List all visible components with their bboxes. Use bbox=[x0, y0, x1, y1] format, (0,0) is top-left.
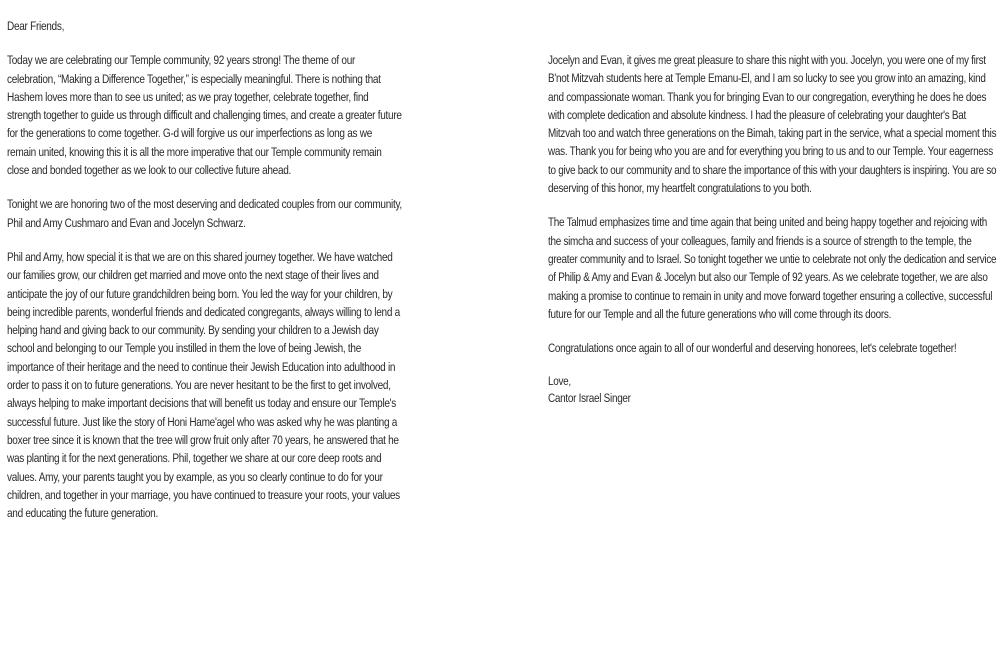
text-line: B'not Mitzvah students here at Temple Emanu-El, and I am so lucky to see you grow into an amazing, kind bbox=[548, 71, 986, 86]
text-line: and educating the future generation. bbox=[7, 506, 158, 521]
text-line: close and bonded together as we look to our collective future ahead. bbox=[7, 163, 292, 178]
text-line: making a promise to continue to remain in unity and move forward together ensuring a collective, successful bbox=[548, 288, 993, 303]
text-line: was planting it for the next generations. Phil, together we share at our core deep roots and bbox=[7, 451, 382, 466]
text-line: school and belonging to our Temple you instilled in them the love of being Jewish, the bbox=[7, 341, 362, 356]
text-line: Tonight we are honoring two of the most deserving and dedicated couples from our community, bbox=[7, 197, 402, 212]
text-line: future for our Temple and all the future generations who will come through its doors. bbox=[548, 306, 892, 321]
text-line: values. Amy, your parents taught you by example, as you so clearly continue to do for your bbox=[7, 469, 383, 484]
text-line: our families grow, our children get married and move onto the next stage of their lives and bbox=[7, 268, 379, 283]
closing-block bbox=[548, 373, 907, 407]
paragraph-honorees bbox=[7, 195, 402, 232]
text-line: of Philip & Amy and Evan & Jocelyn but also our Temple of 92 years. As we celebrate together, we are also bbox=[548, 270, 988, 285]
text-line: and compassionate woman. Thank you for bringing Evan to our congregation, everything he does he does bbox=[548, 89, 987, 104]
paragraph-talmud bbox=[548, 213, 997, 323]
text-line: celebration, “Making a Difference Together,” is especially meaningful. There is nothing that bbox=[7, 71, 381, 86]
text-line: to give back to our community and to share the importance of this with your daughters is inspiring. You are so bbox=[548, 162, 997, 177]
text-line: strength together to guide us through difficult and challenging times, and create a greater future bbox=[7, 108, 402, 123]
text-line: deserving of this honor, my heartfelt congratulations to you both. bbox=[548, 181, 812, 196]
text-line: greater community and to Israel. So tonight together we untie to celebrate not only the dedication and service bbox=[548, 251, 997, 266]
text-line: always helping to make important decisions that will benefit us today and ensure our Temple's bbox=[7, 396, 397, 411]
text-line: children, and together in your marriage, you have continued to treasure your roots, your values bbox=[7, 487, 400, 502]
text-line: Congratulations once again to all of our wonderful and deserving honorees, let's celebrate together! bbox=[548, 341, 957, 356]
text-line: was. Thank you for being who you are and for everything you bring to us and to our Temple. Your eagerness bbox=[548, 144, 993, 159]
paragraph-jocelyn-evan bbox=[548, 51, 997, 197]
text-line: the simcha and success of your colleagues, family and friends is a source of strength to the temple, the bbox=[548, 233, 972, 248]
letter-left-column bbox=[7, 17, 402, 538]
text-line: successful future. Just like the story of Honi Hame'agel who was asked why he was planting a bbox=[7, 414, 398, 429]
paragraph-intro bbox=[7, 51, 402, 179]
text-line: Today we are celebrating our Temple community, 92 years strong! The theme of our bbox=[7, 53, 356, 68]
greeting-text: Dear Friends, bbox=[7, 19, 65, 33]
text-line: order to pass it on to future generations. You are never hesitant to be the first to get involved, bbox=[7, 378, 391, 393]
text-line: helping hand and giving back to our community. By sending your children to a Jewish day bbox=[7, 323, 379, 338]
closing-text: Love, bbox=[548, 374, 571, 389]
text-line: The Talmud emphasizes time and time again that being united and being happy together and rejoicing with bbox=[548, 215, 988, 230]
text-line: for the generations to come together. G-d will forgive us our imperfections as long as we bbox=[7, 126, 373, 141]
text-line: Phil and Amy, how special it is that we are on this shared journey together. We have watched bbox=[7, 249, 393, 264]
paragraph-congratulations bbox=[548, 339, 957, 357]
text-line: Phil and Amy Cushmaro and Evan and Jocelyn Schwarz. bbox=[7, 215, 246, 230]
text-line: being incredible parents, wonderful friends and dedicated congregants, always willing to lend a bbox=[7, 304, 400, 319]
text-line: Mitzvah too and watch three generations on the Bimah, taking part in the service, what a special moment this bbox=[548, 126, 997, 141]
text-line: Jocelyn and Evan, it gives me great pleasure to share this night with you. Jocelyn, you were one of my first bbox=[548, 53, 986, 67]
text-line: anticipate the joy of our future grandchildren being born. You led the way for your children, by bbox=[7, 286, 393, 301]
letter-right-column bbox=[548, 51, 997, 423]
paragraph-phil-amy bbox=[7, 248, 400, 522]
signature: Cantor Israel Singer bbox=[548, 391, 631, 406]
text-line: remain united, knowing this it is all the more imperative that our Temple community remain bbox=[7, 144, 382, 159]
text-line: importance of their heritage and the need to continue their Jewish Education into adulthood in bbox=[7, 359, 396, 374]
text-line: Hashem loves more than to see us united; as we pray together, celebrate together, find bbox=[7, 89, 369, 104]
text-line: boxer tree since it is known that the tree will grow fruit only after 70 years, he answered that he bbox=[7, 432, 399, 447]
text-line: with complete dedication and absolute kindness. I had the pleasure of celebrating your daughter's Bat bbox=[548, 107, 966, 122]
greeting bbox=[7, 17, 327, 35]
